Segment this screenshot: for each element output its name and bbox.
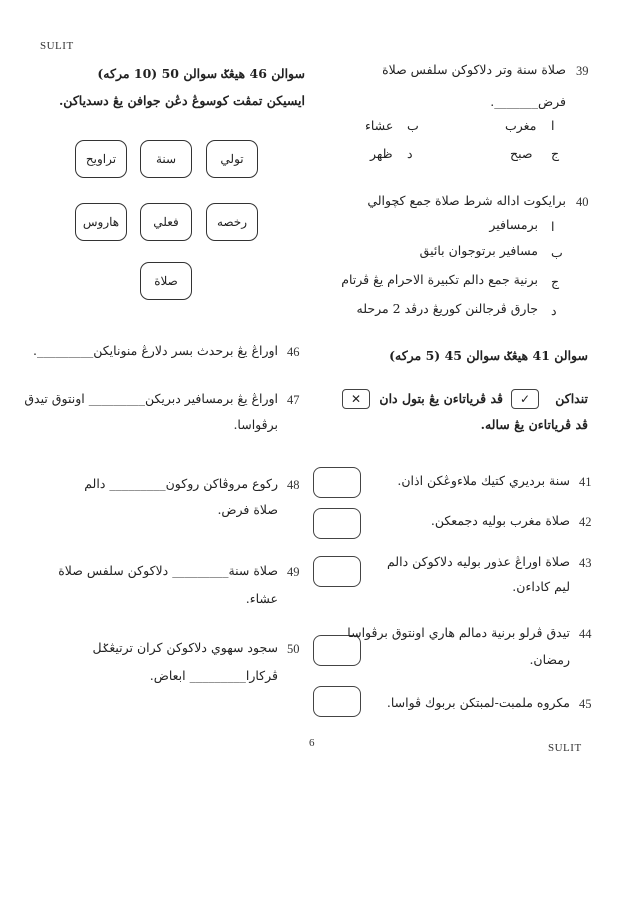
check-mark-box	[511, 389, 539, 409]
tf-text: صلاة اوراڠ عذور بوليه دلاكوكن دالم	[386, 554, 570, 569]
q39-option-letter: ب	[407, 118, 419, 133]
tf-number: 42	[579, 515, 592, 529]
section2-instruction-mid: ڤد ڤرياتاءن يڠ بتول دان	[379, 391, 503, 406]
tf-number: 44	[579, 627, 592, 641]
q40-item-text: برنية جمع دالم تكبيرة الاحرام يڠ ڤرتام	[341, 272, 538, 287]
word-bank-item: هاروس	[75, 203, 127, 241]
fill-text2: برڤواسا.	[233, 417, 278, 432]
q39-option-text: صبح	[510, 146, 533, 161]
q40-item-text: مسافير برتوجوان بائيق	[419, 243, 538, 258]
section3-title: سوالن 46 هيڠݢ سوالن 50 (10 مركه)	[97, 66, 305, 81]
tf-number: 41	[579, 475, 592, 489]
q39-option-text: عشاء	[365, 118, 394, 133]
q40-text: برايكوت اداله شرط صلاة جمع كچوالي	[367, 193, 566, 208]
fill-text: صلاة سنة_________ دلاكوكن سلفس صلاة	[58, 563, 278, 578]
fill-number: 46	[287, 345, 300, 359]
answer-box-41[interactable]	[313, 467, 361, 498]
header-right: SULIT	[548, 742, 582, 754]
header-left: SULIT	[40, 40, 74, 52]
word-bank-item: فعلي	[140, 203, 192, 241]
section2-title: سوالن 41 هيڠݢ سوالن 45 (5 مركه)	[389, 348, 588, 363]
cross-mark-box	[342, 389, 370, 409]
q39-number: 39	[576, 64, 589, 78]
answer-box-42[interactable]	[313, 508, 361, 539]
tf-text2: ليم كاداءن.	[512, 579, 570, 594]
q39-option-text: مغرب	[505, 118, 537, 133]
q39-option-letter: ا	[551, 118, 555, 133]
page-number: 6	[309, 737, 315, 749]
fill-number: 48	[287, 478, 300, 492]
q40-item-text: جارق ڤرجالنن كوريڠ درڤد 2 مرحله	[356, 301, 538, 316]
fill-number: 50	[287, 642, 300, 656]
q40-item-text: برمسافير	[489, 217, 538, 232]
fill-number: 47	[287, 393, 300, 407]
tf-number: 45	[579, 697, 592, 711]
q39-option-letter: د	[407, 146, 413, 161]
section2-instruction: تنداكن	[555, 391, 588, 406]
q40-item-letter: ج	[551, 274, 560, 289]
tf-number: 43	[579, 556, 592, 570]
answer-box-45[interactable]	[313, 686, 361, 717]
q39-option-letter: ج	[551, 146, 560, 161]
word-bank-item: تولي	[206, 140, 258, 178]
tf-text: مكروه ملمبت-لمبتكن بربوك ڤواسا.	[386, 695, 570, 710]
fill-text: سجود سهوي دلاكوكن كران ترتيڠݢل	[92, 640, 278, 655]
q40-item-letter: ا	[551, 219, 555, 234]
q39-text: صلاة سنة وتر دلاكوكن سلفس صلاة	[382, 62, 566, 77]
word-bank-item: تراويح	[75, 140, 127, 178]
fill-text2: صلاة فرض.	[217, 502, 278, 517]
q40-number: 40	[576, 195, 589, 209]
fill-text2: عشاء.	[245, 591, 278, 606]
section3-instruction: ايسيكن تمڤت كوسوڠ دڠن جوافن يڠ دسدياكن.	[58, 93, 305, 108]
fill-text2: ڤركارا_________ ابعاض.	[149, 668, 278, 683]
answer-box-43[interactable]	[313, 556, 361, 587]
q39-option-text: ظهر	[370, 146, 393, 161]
q40-item-letter: ب	[551, 245, 563, 260]
fill-text: ركوع مروڤاكن روكون_________ دالم	[84, 476, 278, 491]
word-bank-item: رخصه	[206, 203, 258, 241]
cross-icon: ✕	[350, 392, 362, 406]
fill-number: 49	[287, 565, 300, 579]
tf-text2: رمضان.	[529, 652, 570, 667]
tf-text: تيدق ڤرلو برنية دمالم هاري اونتوق برڤواسا	[347, 625, 570, 640]
fill-text: اوراڠ يڠ برحدث بسر دلارڠ منونايكن_________.	[33, 343, 278, 358]
word-bank-item: سنة	[140, 140, 192, 178]
word-bank-item: صلاة	[140, 262, 192, 300]
check-icon: ✓	[519, 392, 531, 406]
fill-text: اوراڠ يڠ برمسافير دبريكن_________ اونتوق تيدق	[24, 391, 278, 406]
q39-text2: فرض_______.	[490, 94, 566, 109]
q40-item-letter: د	[551, 303, 557, 318]
tf-text: صلاة مغرب بوليه دجمعكن.	[430, 513, 570, 528]
section2-instruction2: ڤد ڤرياتاءن يڠ ساله.	[480, 417, 588, 432]
tf-text: سنة برديري كتيك ملاءوڠكن اذان.	[397, 473, 570, 488]
